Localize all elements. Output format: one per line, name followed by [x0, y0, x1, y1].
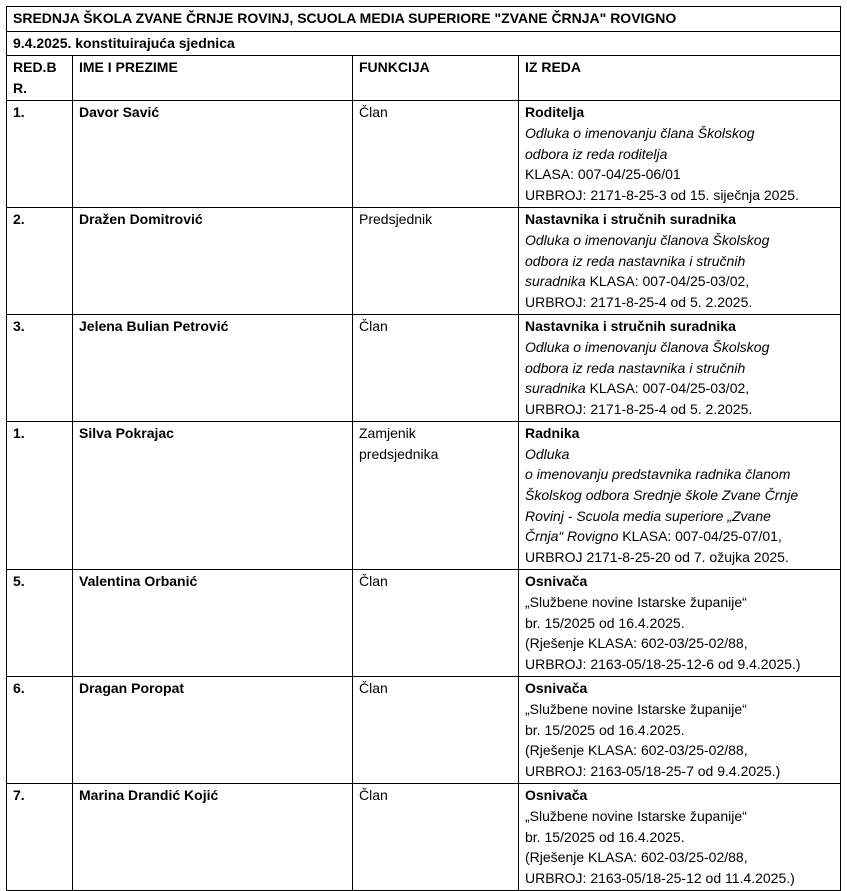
decision-italic-text: Odluka	[525, 445, 570, 462]
table-row	[7, 570, 841, 677]
table-row	[7, 315, 841, 422]
decision-line	[525, 444, 834, 465]
title-row	[7, 7, 841, 32]
decision-line	[525, 378, 834, 399]
row-number: 2.	[7, 208, 73, 315]
function-line: Član	[359, 680, 388, 697]
decision-line	[525, 337, 834, 358]
decision-reference: „Službene novine Istarske županije“	[525, 594, 747, 611]
decision-line	[525, 464, 834, 485]
decision-reference: br. 15/2025 od 16.4.2025.	[525, 614, 685, 631]
member-name: Jelena Bulian Petrović	[73, 315, 353, 422]
decision-reference: URBROJ: 2163-05/18-25-12-6 od 9.4.2025.)	[525, 655, 801, 672]
header-row	[7, 56, 841, 101]
decision-reference: URBROJ: 2163-05/18-25-7 od 9.4.2025.)	[525, 762, 781, 779]
member-function	[353, 784, 519, 891]
decision-italic-text: odbora iz reda nastavnika i stručnih	[525, 359, 746, 376]
subtitle-row	[7, 31, 841, 56]
decision-italic-text: Črnja“ Rovigno	[525, 528, 619, 545]
decision-reference: URBROJ: 2171-8-25-3 od 15. siječnja 2025.	[525, 186, 799, 203]
col-header-from: IZ REDA	[519, 56, 841, 101]
decision-italic-text: Odluka o imenovanju člana Školskog	[525, 124, 755, 141]
table-row	[7, 208, 841, 315]
decision-italic-text: Školskog odbora Srednje škole Zvane Črnje	[525, 487, 799, 504]
decision-line	[525, 358, 834, 379]
table-row	[7, 784, 841, 891]
row-number: 1.	[7, 422, 73, 570]
member-from	[519, 784, 841, 891]
member-function	[353, 101, 519, 208]
row-number: 5.	[7, 570, 73, 677]
decision-reference: „Službene novine Istarske županije“	[525, 807, 747, 824]
decision-reference: „Službene novine Istarske županije“	[525, 701, 747, 717]
decision-line	[525, 506, 834, 527]
document-title: SREDNJA ŠKOLA ZVANE ČRNJE ROVINJ, SCUOLA MEDIA SUPERIORE "ZVANE ČRNJA" ROVIGNO	[7, 7, 841, 32]
decision-italic-text: suradnika	[525, 380, 586, 397]
session-date: 9.4.2025. konstituirajuća sjednica	[7, 31, 841, 56]
decision-italic-text: odbora iz reda roditelja	[525, 145, 668, 162]
group-label: Nastavnika i stručnih suradnika	[525, 211, 736, 228]
klasa-inline: KLASA: 007-04/25-07/01,	[618, 528, 782, 545]
member-function	[353, 570, 519, 677]
klasa-inline: KLASA: 007-04/25-03/02,	[585, 380, 750, 397]
decision-reference: URBROJ: 2171-8-25-4 od 5. 2.2025.	[525, 400, 753, 417]
decision-italic-text: suradnika	[525, 273, 586, 290]
col-header-redbr: RED.B R.	[7, 56, 73, 101]
group-label: Osnivača	[525, 680, 588, 697]
member-function	[353, 315, 519, 422]
row-number: 1.	[7, 101, 73, 208]
decision-reference: KLASA: 007-04/25-06/01	[525, 166, 681, 183]
decision-reference: URBROJ 2171-8-25-20 od 7. ožujka 2025.	[525, 548, 789, 565]
table-row	[7, 101, 841, 208]
group-label: Osnivača	[525, 573, 588, 590]
group-label: Radnika	[525, 425, 580, 442]
decision-italic-text: o imenovanju predstavnika radnika članom	[525, 466, 791, 483]
member-function	[353, 422, 519, 570]
group-label: Roditelja	[525, 104, 585, 121]
member-from	[519, 677, 841, 784]
col-header-name: IME I PREZIME	[73, 56, 353, 101]
member-name: Davor Savić	[73, 101, 353, 208]
decision-reference: br. 15/2025 od 16.4.2025.	[525, 828, 685, 845]
function-line: Član	[359, 573, 388, 590]
decision-line	[525, 485, 834, 506]
member-from	[519, 101, 841, 208]
klasa-inline: KLASA: 007-04/25-03/02,	[585, 273, 750, 290]
group-label: Nastavnika i stručnih suradnika	[525, 318, 736, 335]
group-label: Osnivača	[525, 787, 588, 804]
decision-italic-text: Odluka o imenovanju članova Školskog	[525, 338, 770, 355]
decision-italic-text: Odluka o imenovanju članova Školskog	[525, 231, 770, 248]
decision-reference: br. 15/2025 od 16.4.2025.	[525, 721, 685, 738]
decision-line	[525, 144, 834, 165]
decision-line	[525, 526, 834, 547]
row-number: 6.	[7, 677, 73, 784]
member-name: Marina Drandić Kojić	[73, 784, 353, 891]
function-line: Član	[359, 318, 388, 335]
decision-reference: (Rješenje KLASA: 602-03/25-02/88,	[525, 742, 748, 759]
function-line: Predsjednik	[359, 211, 433, 228]
table-row	[7, 677, 841, 784]
member-name: Valentina Orbanić	[73, 570, 353, 677]
decision-reference: URBROJ: 2171-8-25-4 od 5. 2.2025.	[525, 293, 753, 310]
decision-line	[525, 230, 834, 251]
function-line: Član	[359, 787, 388, 804]
decision-line	[525, 123, 834, 144]
function-line: predsjednika	[359, 445, 439, 462]
row-number: 3.	[7, 315, 73, 422]
member-function	[353, 677, 519, 784]
decision-reference: (Rješenje KLASA: 602-03/25-02/88,	[525, 635, 748, 652]
decision-reference: URBROJ: 2163-05/18-25-12 od 11.4.2025.)	[525, 869, 795, 886]
member-from	[519, 315, 841, 422]
member-from	[519, 422, 841, 570]
row-number: 7.	[7, 784, 73, 891]
decision-line	[525, 251, 834, 272]
member-from	[519, 570, 841, 677]
decision-reference: (Rješenje KLASA: 602-03/25-02/88,	[525, 849, 748, 866]
decision-line	[525, 271, 834, 292]
member-name: Silva Pokrajac	[73, 422, 353, 570]
member-function	[353, 208, 519, 315]
member-name: Dražen Domitrović	[73, 208, 353, 315]
member-from	[519, 208, 841, 315]
decision-italic-text: Rovinj - Scuola media superiore „Zvane	[525, 507, 771, 524]
table-row	[7, 422, 841, 570]
members-table	[6, 6, 841, 891]
member-name: Dragan Poropat	[73, 677, 353, 784]
col-header-function: FUNKCIJA	[353, 56, 519, 101]
function-line: Član	[359, 104, 388, 121]
decision-italic-text: odbora iz reda nastavnika i stručnih	[525, 252, 746, 269]
function-line: Zamjenik	[359, 425, 416, 442]
